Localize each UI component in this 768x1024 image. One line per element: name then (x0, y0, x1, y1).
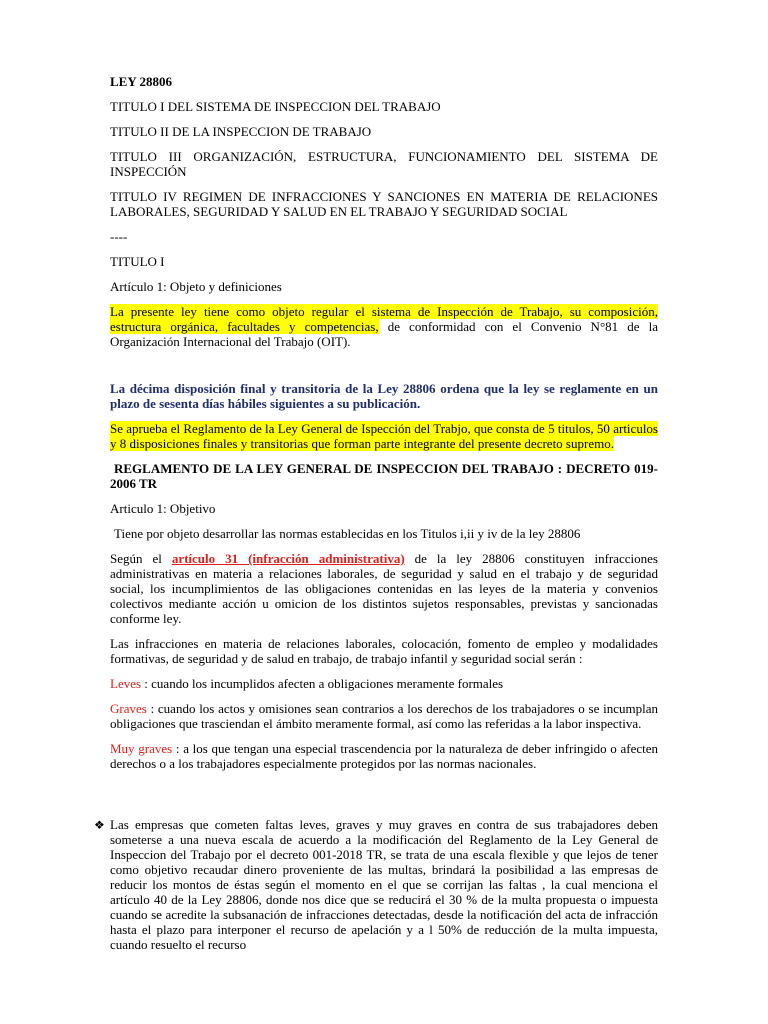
segun-pre: Según el (110, 551, 172, 566)
objetivo-text: Tiene por objeto desarrollar las normas establecidas en los Titulos i,ii y iv de la ley 28806 (114, 526, 581, 541)
segun-post: de la ley 28806 constituyen infracciones administrativas en materia a relaciones laborales, de seguridad y salud en el trabajo y de seguridad social, los incumplimientos de las obligaciones contenidas en las leyes de la materia y convenios colectivos mediante acción u omicion de los distintos sujetos responsables, previstas y sancionadas conforme ley. (110, 551, 658, 626)
muy-graves-text: : a los que tengan una especial trascendencia por la naturaleza de deber infringido o afecten derechos o a los trabajadores especialmente protegidos por las normas nacionales. (110, 741, 658, 771)
article-1-paragraph (110, 304, 658, 349)
bullet-text: Las empresas que cometen faltas leves, graves y muy graves en contra de sus trabajadores deben someterse a una nueva escala de acuerdo a la modificación del Reglamento de la Ley General de Inspeccion del Trabajo por el decreto 001-2018 TR, se trata de una escala flexible y que lejos de tener como objetivo recaudar dinero proveniente de las multas, brindará la posibilidad a las empresas de reducir los montos de éstas según el momento en el que se corrijan las faltas , la cual menciona el artículo 40 de la Ley 28806, donde nos dice que se reducirá el 30 % de la multa propuesta o impuesta cuando se acredite la subsanación de infracciones detectadas, desde la notificación del acta de infracción hasta el plazo para interponer el recurso de apelación y a l 50% de reducción de la multa impuesta, cuando resuelto el recurso (110, 817, 658, 952)
graves-text: : cuando los actos y omisiones sean contrarios a los derechos de los trabajadores o se incumplan obligaciones que trasciendan el ámbito meramente formal, así como las referidas a la labor inspectiva. (110, 701, 658, 731)
titulo-4: TITULO IV REGIMEN DE INFRACCIONES Y SANCIONES EN MATERIA DE RELACIONES LABORALES, SEGURIDAD Y SALUD EN EL TRABAJO Y SEGURIDAD SOCIAL (110, 189, 658, 219)
muy-graves-label: Muy graves (110, 741, 173, 756)
document-page (94, 74, 658, 962)
article-1-highlight: La presente ley tiene como objeto regular el sistema de Inspección de Trabajo, su composición, estructura orgánica, facultades y competencias, (110, 304, 658, 334)
titulo-1: TITULO I DEL SISTEMA DE INSPECCION DEL TRABAJO (110, 99, 441, 114)
muy-graves-paragraph (110, 741, 658, 771)
decima-disposicion: La décima disposición final y transitoria de la Ley 28806 ordena que la ley se reglamente en un plazo de sesenta días hábiles siguientes a su publicación. (110, 381, 658, 411)
law-title: LEY 28806 (110, 74, 172, 89)
segun-paragraph (110, 551, 658, 626)
graves-label: Graves (110, 701, 147, 716)
diamond-bullet-icon: ❖ (94, 818, 105, 832)
graves-paragraph (110, 701, 658, 731)
titulo-2: TITULO II DE LA INSPECCION DE TRABAJO (110, 124, 372, 139)
bullet-item (94, 817, 658, 952)
reglamento-title: REGLAMENTO DE LA LEY GENERAL DE INSPECCION DEL TRABAJO : DECRETO 019-2006 TR (110, 461, 658, 491)
article-31-link[interactable]: artículo 31 (infracción administrativa) (171, 551, 405, 566)
articulo-objetivo: Articulo 1: Objetivo (110, 501, 216, 516)
article-1-rest: de conformidad con el Convenio N°81 de la Organización Internacional del Trabajo (OIT). (110, 319, 658, 349)
leves-paragraph (110, 676, 658, 691)
separator: ---- (110, 229, 128, 244)
titulo-i: TITULO I (110, 254, 165, 269)
reglamento-aprueba-highlight: Se aprueba el Reglamento de la Ley General de Ispección del Trabjo, que consta de 5 titulos, 50 articulos y 8 disposiciones finales y transitorias que forman parte integrante del presente decreto supremo. (110, 421, 658, 451)
leves-label: Leves (110, 676, 142, 691)
leves-text: : cuando los incumplidos afecten a obligaciones meramente formales (141, 676, 504, 691)
article-1-heading: Artículo 1: Objeto y definiciones (110, 279, 282, 294)
reglamento-aprueba (110, 421, 658, 451)
titulo-3: TITULO III ORGANIZACIÓN, ESTRUCTURA, FUNCIONAMIENTO DEL SISTEMA DE INSPECCIÓN (110, 149, 658, 179)
infracciones-intro: Las infracciones en materia de relaciones laborales, colocación, fomento de empleo y modalidades formativas, de seguridad y de salud en trabajo, de trabajo infantil y seguridad social serán : (110, 636, 658, 666)
